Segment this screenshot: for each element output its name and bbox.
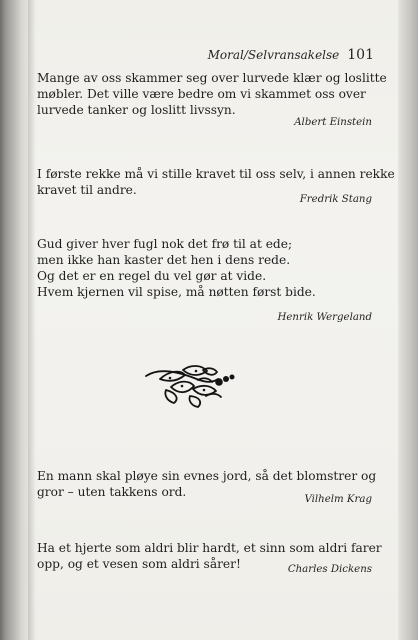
- quote-line: Hvem kjernen vil spise, må nøtten først bide.: [37, 285, 316, 299]
- page-edge: [396, 0, 418, 640]
- quote-line: Ha et hjerte som aldri blir hardt, et sinn som aldri farer: [37, 541, 382, 555]
- page-number: 101: [347, 47, 374, 63]
- quote-line: kravet til andre.: [37, 183, 137, 197]
- chapter-title: Moral/Selvransakelse: [207, 48, 340, 62]
- book-page: [28, 0, 398, 640]
- quote-author: Fredrik Stang: [299, 194, 372, 205]
- quote-author: Charles Dickens: [287, 564, 372, 575]
- quote-wergeland: [37, 236, 380, 323]
- quote-line: men ikke han kaster det hen i dens rede.: [37, 253, 291, 267]
- quote-text: [37, 70, 387, 118]
- quote-line: Og det er en regel du vel gør at vide.: [37, 269, 267, 283]
- quote-text: [37, 236, 380, 300]
- page-header: [208, 47, 374, 63]
- quote-line: En mann skal pløye sin evnes jord, så det blomstrer og: [37, 469, 377, 483]
- quote-author: Vilhelm Krag: [304, 494, 372, 505]
- quote-line: I første rekke må vi stille kravet til oss selv, i annen rekke: [37, 167, 395, 181]
- quote-krag: [37, 468, 380, 505]
- page-gutter-shadow: [28, 0, 36, 640]
- quote-line: opp, og et vesen som aldri sårer!: [37, 557, 241, 571]
- quote-einstein: [37, 70, 387, 128]
- quote-line: gror – uten takkens ord.: [37, 485, 187, 499]
- quote-author: Albert Einstein: [294, 117, 372, 128]
- quote-line: Gud giver hver fugl nok det frø til at ede;: [37, 237, 293, 251]
- quote-dickens: [37, 540, 382, 575]
- quote-line: lurvede tanker og loslitt livssyn.: [37, 103, 236, 117]
- quote-line: møbler. Det ville være bedre om vi skammet oss over: [37, 87, 366, 101]
- quote-author: Henrik Wergeland: [277, 312, 372, 323]
- quote-stang: [37, 166, 395, 205]
- flower-sprig-icon: [140, 356, 246, 412]
- quote-line: Mange av oss skammer seg over lurvede klær og loslitte: [37, 71, 387, 85]
